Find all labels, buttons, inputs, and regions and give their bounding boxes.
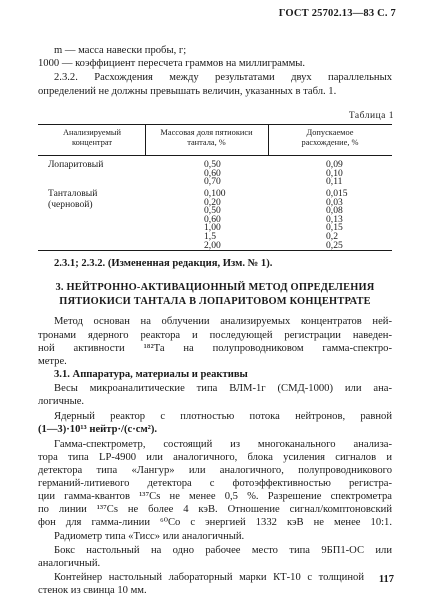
table-header-rule — [38, 155, 392, 156]
spectrometer-line: тора типа LP-4900 или аналогичного, блока усиления сигналов и — [38, 452, 392, 463]
formula-legend-1000: 1000 — коэффициент пересчета граммов на миллиграммы. — [38, 58, 306, 69]
table-cell-tolerance: 0,09 — [326, 159, 343, 170]
table-cell-tolerance: 0,2 — [326, 231, 338, 242]
container-line: стенок из свинца 10 мм. — [38, 585, 147, 596]
formula-legend-m: m — масса навески пробы, г; — [54, 45, 187, 56]
table-cell-mass-fraction: 0,100 — [204, 188, 226, 199]
spectrometer-line: Гамма-спектрометр, состоящий из многоканального анализа- — [54, 439, 392, 450]
method-line: тронами ядерного реактора и последующей регистрации наведен- — [38, 330, 392, 341]
radiometer-line: Радиометр типа «Тисс» или аналогичный. — [54, 531, 245, 542]
table-header-concentrate: Анализируемый концентрат — [62, 128, 122, 147]
table-cell-mass-fraction: 2,00 — [204, 239, 221, 251]
spectrometer-line: фон для гамма-линии ⁶⁰Co с энергией 1332 кэВ не менее 10:1. — [38, 517, 392, 528]
section-title-line2: ПЯТИОКИСИ ТАНТАЛА В ЛОПАРИТОВОМ КОНЦЕНТРАТЕ — [59, 296, 371, 307]
spectrometer-line: детектора типа «Лангур» или аналогичного, полупроводникового — [38, 465, 392, 476]
container-line: Контейнер настольный лабораторный марки КТ-10 с толщиной — [54, 572, 364, 583]
reactor-line: (1—3)·10¹³ нейтр·/(с·см²). — [38, 424, 158, 435]
table-cell-mass-fraction: 0,20 — [204, 196, 221, 208]
table-cell-tolerance: 0,11 — [326, 176, 343, 188]
table-label: Таблица 1 — [348, 111, 394, 121]
table-cell-tolerance: 0,03 — [326, 196, 343, 208]
edition-note: 2.3.1; 2.3.2. (Измененная редакция, Изм. № 1). — [54, 258, 273, 269]
method-line: Метод основан на облучении анализируемых концентратов ней- — [54, 316, 392, 327]
table-top-rule — [38, 124, 392, 125]
table-cell-mass-fraction: 0,60 — [204, 213, 221, 225]
table-cell-mass-fraction: 0,60 — [204, 167, 221, 179]
paragraph-232-line1: 2.3.2. Расхождения между результатами двух параллельных — [54, 72, 392, 83]
method-line: метре. — [38, 356, 67, 367]
table-cell-mass-fraction: 1,00 — [204, 222, 221, 234]
table-cell-tolerance: 0,015 — [326, 188, 348, 199]
page-header: ГОСТ 25702.13—83 С. 7 — [278, 8, 396, 19]
table-cell-tolerance: 0,10 — [326, 167, 343, 179]
method-line: ной активности ¹⁸²Та на полупроводниковом гамма-спектро- — [38, 343, 392, 354]
table-cell-tolerance: 0,13 — [326, 213, 343, 225]
spectrometer-line: германий-литиевого детектора с фотоэффективностью регистра- — [38, 478, 392, 489]
paragraph-232-line2: определений не должны превышать величин, указанных в табл. 1. — [38, 86, 337, 97]
scales-line: Весы микроаналитические типа ВЛМ-1г (СМД-1000) или ана- — [54, 383, 392, 394]
table-cell-mass-fraction: 0,50 — [204, 159, 221, 170]
table-cell-tolerance: 0,25 — [326, 239, 343, 251]
table-cell-mass-fraction: 1,5 — [204, 231, 216, 242]
table-cell-concentrate: Лопаритовый — [48, 159, 104, 170]
spectrometer-line: по линии ¹³⁷Cs не более 4 кэВ. Отношение сигнал/комптоновский — [38, 504, 392, 515]
table-header-tolerance: Допускаемое расхождение, % — [301, 128, 359, 147]
table-cell-mass-fraction: 0,70 — [204, 176, 221, 188]
table-cell-mass-fraction: 0,50 — [204, 205, 221, 217]
subsection-title: 3.1. Аппаратура, материалы и реактивы — [54, 369, 248, 380]
table-cell-concentrate: Танталовый (черновой) — [48, 188, 98, 210]
table-cell-tolerance: 0,08 — [326, 205, 343, 217]
box-line: аналогичный. — [38, 558, 101, 569]
section-title-line1: 3. НЕЙТРОННО-АКТИВАЦИОННЫЙ МЕТОД ОПРЕДЕЛЕНИЯ — [55, 282, 375, 293]
box-line: Бокс настольный на одно рабочее место типа 9БП1-ОС или — [54, 545, 392, 556]
reactor-line: Ядерный реактор с плотностью потока нейтронов, равной — [54, 411, 392, 422]
scales-line: логичные. — [38, 396, 85, 407]
table-cell-tolerance: 0,15 — [326, 222, 343, 234]
page-number: 117 — [378, 574, 394, 585]
spectrometer-line: ции гамма-квантов ¹³⁷Cs не менее 0,5 %. Разрешение спектрометра — [38, 491, 392, 502]
table-header-mass-fraction: Массовая доля пятиокиси тантала, % — [160, 128, 253, 147]
